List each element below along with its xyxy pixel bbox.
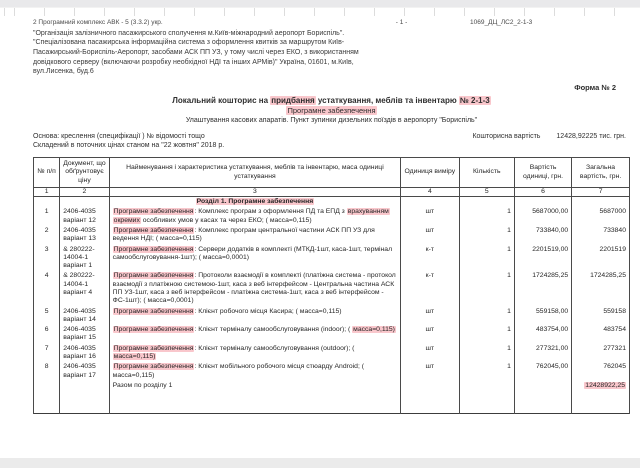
form-number-label: Форма № 2 xyxy=(574,83,616,93)
row-quantity: 1 xyxy=(459,226,514,245)
section-total-label: Разом по розділу 1 xyxy=(109,381,400,414)
section-total-value xyxy=(572,381,630,414)
row-item-name: Програмне забезпечення: Протоколи взаємодії в комплекті (платіжна система - протокол взаємодії з платіжною системою-1шт, каса з веб інтерфейсом - Центральна частина АСК ПП УЗ-1шт, каса з веб інтерфейсом - платіжна система-1шт, каса з веб інтерфейсом - ФС-1шт); ( масса=0,0001) xyxy=(109,271,400,306)
document-subtitle xyxy=(33,106,630,115)
empty-cell xyxy=(459,381,514,414)
row-item-name: Програмне забезпечення: Комплекс програм центральної частини АСК ПП УЗ для ведення НДІ; ( масса=0,115) xyxy=(109,226,400,245)
estimate-cost-value: 12428,92225 тис. грн. xyxy=(556,133,626,141)
row-unit-cost: 1724285,25 xyxy=(514,271,571,306)
row-quantity: 1 xyxy=(459,307,514,326)
col-number: 1 xyxy=(34,187,60,196)
empty-cell xyxy=(514,381,571,414)
empty-cell xyxy=(34,197,60,208)
col-number: 3 xyxy=(109,187,400,196)
empty-cell xyxy=(401,381,459,414)
table-row xyxy=(34,226,630,245)
col-header-num: № п/п xyxy=(34,158,60,188)
table-row xyxy=(34,362,630,381)
col-header-unit-cost: Вартість одиниці, грн. xyxy=(514,158,571,188)
column-number-row xyxy=(34,187,630,196)
section-total-row xyxy=(34,381,630,414)
compiled-date-line: Складений в поточних цінах станом на "22 жовтня" 2018 р. xyxy=(33,142,225,150)
table-row xyxy=(34,271,630,306)
row-doc-ref: & 280222-14004-1 варіант 4 xyxy=(60,271,109,306)
row-unit-cost: 2201519,00 xyxy=(514,245,571,272)
empty-cell xyxy=(514,197,571,208)
col-header-doc: Документ, що обґрунтовує ціну xyxy=(60,158,109,188)
row-total-cost: 5687000 xyxy=(572,207,630,226)
row-unit: шт xyxy=(401,325,459,344)
row-unit: к-т xyxy=(401,271,459,306)
estimate-cost-label: Кошторисна вартість xyxy=(472,133,541,141)
row-unit: шт xyxy=(401,207,459,226)
row-number: 7 xyxy=(34,344,60,363)
software-name: 2 Програмний комплекс АВК - 5 (3.3.2) укр. xyxy=(33,19,163,26)
section-title-row xyxy=(34,197,630,208)
row-total-cost: 2201519 xyxy=(572,245,630,272)
row-number: 5 xyxy=(34,307,60,326)
empty-cell xyxy=(572,197,630,208)
row-doc-ref: 2406-4035 варіант 14 xyxy=(60,307,109,326)
empty-cell xyxy=(401,197,459,208)
row-quantity: 1 xyxy=(459,207,514,226)
section-title-highlight: Розділ 1. Програмне забезпечення xyxy=(196,198,314,206)
row-quantity: 1 xyxy=(459,325,514,344)
document-title xyxy=(33,96,630,105)
ruler-strip xyxy=(0,0,640,8)
row-doc-ref: 2406-4035 варіант 16 xyxy=(60,344,109,363)
section-total-highlight: 12428922,25 xyxy=(585,381,625,389)
row-doc-ref: 2406-4035 варіант 15 xyxy=(60,325,109,344)
ruler-tick-marks xyxy=(0,8,640,16)
basis-label: Основа: креслення (специфікації ) № відомості тощо xyxy=(33,133,205,141)
row-item-name: Програмне забезпечення: Комплекс програм з оформлення ПД та ЕПД з врахуванням окремих особливих умов у касах та через ЕКО; ( масса=0,115) xyxy=(109,207,400,226)
row-total-cost: 733840 xyxy=(572,226,630,245)
empty-cell xyxy=(60,197,109,208)
row-total-cost: 483754 xyxy=(572,325,630,344)
row-quantity: 1 xyxy=(459,362,514,381)
page-edge-ruler xyxy=(0,0,640,16)
title-text: устаткування, меблів та інвентарю xyxy=(315,96,459,106)
row-number: 3 xyxy=(34,245,60,272)
page-bottom-edge xyxy=(0,458,640,468)
print-header xyxy=(33,19,630,27)
row-unit: шт xyxy=(401,307,459,326)
row-unit: шт xyxy=(401,226,459,245)
row-doc-ref: 2406-4035 варіант 13 xyxy=(60,226,109,245)
row-number: 1 xyxy=(34,207,60,226)
table-header-row xyxy=(34,158,630,188)
row-number: 4 xyxy=(34,271,60,306)
row-number: 6 xyxy=(34,325,60,344)
table-row xyxy=(34,325,630,344)
subtitle-highlight: Програмне забезпечення xyxy=(287,106,376,116)
row-unit-cost: 483754,00 xyxy=(514,325,571,344)
estimate-cost xyxy=(472,133,630,140)
row-total-cost: 559158 xyxy=(572,307,630,326)
row-total-cost: 762045 xyxy=(572,362,630,381)
col-number: 4 xyxy=(401,187,459,196)
estimate-table xyxy=(33,157,630,414)
title-highlight-number: № 2-1-3 xyxy=(459,96,490,106)
col-header-total: Загальна вартість, грн. xyxy=(572,158,630,188)
row-quantity: 1 xyxy=(459,271,514,306)
table-row xyxy=(34,245,630,272)
row-number: 8 xyxy=(34,362,60,381)
document-code: 1069_ДЦ_ЛС2_2-1-3 xyxy=(470,19,533,26)
col-header-name: Найменування і характеристика устаткування, меблів та інвентарю, маса одиниці устаткування xyxy=(109,158,400,188)
basis-and-cost-line xyxy=(33,133,630,140)
row-quantity: 1 xyxy=(459,344,514,363)
empty-cell xyxy=(459,197,514,208)
page-number: - 1 - xyxy=(395,19,408,26)
row-total-cost: 1724285,25 xyxy=(572,271,630,306)
row-unit-cost: 733840,00 xyxy=(514,226,571,245)
row-unit-cost: 277321,00 xyxy=(514,344,571,363)
row-item-name: Програмне забезпечення: Клієнт терміналу самообслуговування (outdoor); ( масса=0,115) xyxy=(109,344,400,363)
col-header-unit: Одиниця виміру xyxy=(401,158,459,188)
row-doc-ref: 2406-4035 варіант 17 xyxy=(60,362,109,381)
row-item-name: Програмне забезпечення: Сервери додатків в комплекті (МТКД-1шт, каса-1шт, термінал самообслуговування-1шт); ( масса=0,0001) xyxy=(109,245,400,272)
title-highlight-pridbannya: придбання xyxy=(271,96,315,106)
row-quantity: 1 xyxy=(459,245,514,272)
section-title xyxy=(109,197,400,208)
organization-description: "Організація залізничного пасажирського сполучення м.Київ-міжнародний аеропорт Бориспіль". "Спеціалізована пасажирська інформаційна система з оформлення квитків за маршрутом Київ-Пасажирський-Бориспіль-Аеропорт, засобами АСК ПП УЗ, у тому числі через ЕКО, з використанням довідкового серверу (включаючи розробку необхідної НДІ та інших АРМів)" Україна, 01601, м.Київ, вул.Лисенка, буд.6 xyxy=(33,29,359,76)
row-doc-ref: & 280222-14004-1 варіант 1 xyxy=(60,245,109,272)
row-unit-cost: 5687000,00 xyxy=(514,207,571,226)
title-text: Локальний кошторис на xyxy=(172,96,271,106)
col-number: 7 xyxy=(572,187,630,196)
col-number: 2 xyxy=(60,187,109,196)
table-row xyxy=(34,207,630,226)
row-total-cost: 277321 xyxy=(572,344,630,363)
row-item-name: Програмне забезпечення: Клієнт терміналу самообслуговування (indoor); ( масса=0,115) xyxy=(109,325,400,344)
col-number: 6 xyxy=(514,187,571,196)
row-unit-cost: 762045,00 xyxy=(514,362,571,381)
row-unit: шт xyxy=(401,344,459,363)
empty-cell xyxy=(60,381,109,414)
object-description: Улаштування касових апаратів. Пункт зупинки дизельних поїздів в аеропорту "Бориспіль" xyxy=(185,117,478,125)
table-row xyxy=(34,307,630,326)
row-doc-ref: 2406-4035 варіант 12 xyxy=(60,207,109,226)
row-unit-cost: 559158,00 xyxy=(514,307,571,326)
table-row xyxy=(34,344,630,363)
row-number: 2 xyxy=(34,226,60,245)
row-unit: к-т xyxy=(401,245,459,272)
row-item-name: Програмне забезпечення: Клієнт робочого місця Касира; ( масса=0,115) xyxy=(109,307,400,326)
col-header-qty: Кількість xyxy=(459,158,514,188)
document-page xyxy=(0,16,640,414)
empty-cell xyxy=(34,381,60,414)
col-number: 5 xyxy=(459,187,514,196)
row-unit: шт xyxy=(401,362,459,381)
row-item-name: Програмне забезпечення: Клієнт мобільного робочого місця стюарду Android; ( масса=0,115) xyxy=(109,362,400,381)
